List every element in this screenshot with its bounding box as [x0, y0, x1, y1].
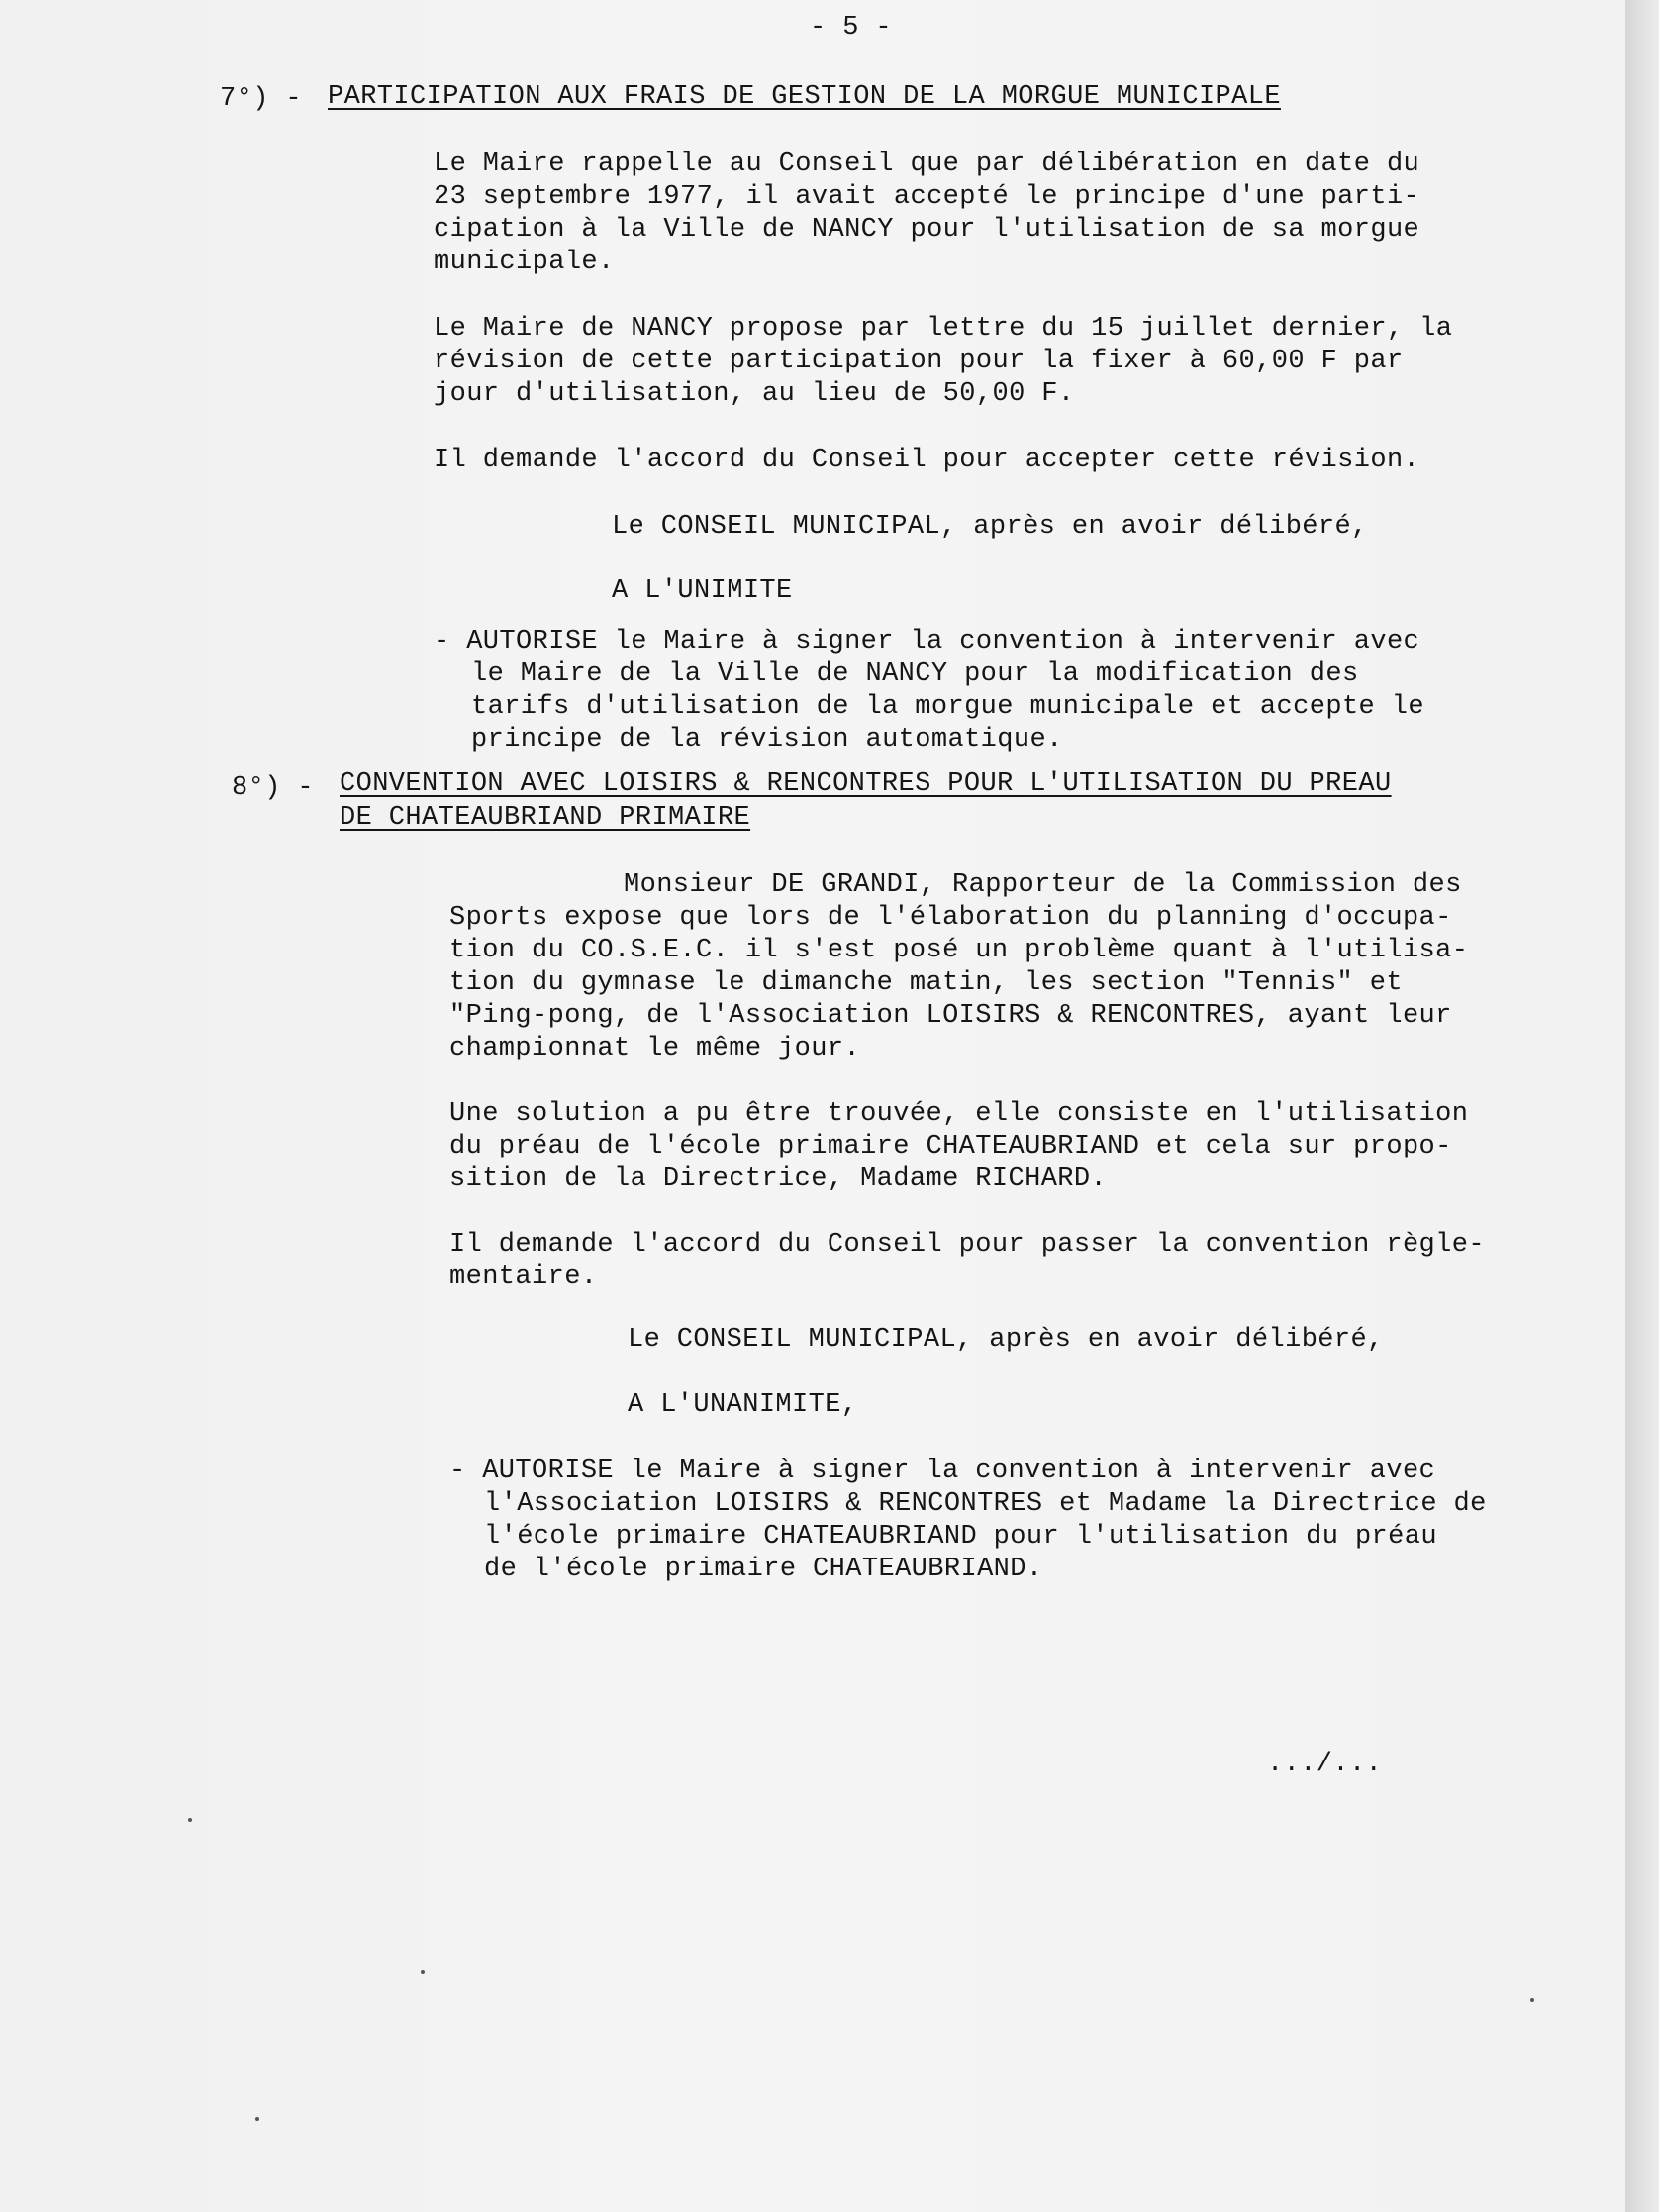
section-7-title: PARTICIPATION AUX FRAIS DE GESTION DE LA MORGUE MUNICIPALE: [328, 82, 1281, 112]
section-8-para2-line3: sition de la Directrice, Madame RICHARD.: [449, 1164, 1108, 1194]
section-8-number: 8°) -: [232, 773, 315, 803]
section-7-para2-line3: jour d'utilisation, au lieu de 50,00 F.: [434, 379, 1075, 409]
section-7-council: Le CONSEIL MUNICIPAL, après en avoir délibéré,: [612, 512, 1368, 542]
page-edge: [1625, 0, 1659, 2212]
section-7-decision-line2: le Maire de la Ville de NANCY pour la modification des: [471, 659, 1359, 689]
section-8-vote: A L'UNANIMITE,: [628, 1390, 858, 1420]
section-7-number: 7°) -: [220, 84, 303, 114]
section-8-para1-line6: championnat le même jour.: [449, 1034, 861, 1063]
scan-speck: [1530, 1998, 1534, 2002]
section-7-para3: Il demande l'accord du Conseil pour accepter cette révision.: [434, 446, 1420, 475]
section-7-para1-line2: 23 septembre 1977, il avait accepté le principe d'une parti-: [434, 182, 1420, 212]
section-8-para2-line2: du préau de l'école primaire CHATEAUBRIAND et cela sur propo-: [449, 1132, 1452, 1161]
section-8-title-line1: CONVENTION AVEC LOISIRS & RENCONTRES POUR L'UTILISATION DU PREAU: [340, 769, 1392, 799]
section-7-para2-line2: révision de cette participation pour la fixer à 60,00 F par: [434, 347, 1404, 376]
section-7-vote: A L'UNIMITE: [612, 576, 793, 606]
section-8-para1-line2: Sports expose que lors de l'élaboration du planning d'occupa-: [449, 903, 1452, 933]
section-8-para3-line1: Il demande l'accord du Conseil pour passer la convention règle-: [449, 1230, 1485, 1259]
section-8-para1-line5: "Ping-pong, de l'Association LOISIRS & RENCONTRES, ayant leur: [449, 1001, 1452, 1031]
scan-speck: [188, 1818, 192, 1822]
section-8-para1-line1: Monsieur DE GRANDI, Rapporteur de la Commission des: [624, 870, 1462, 900]
section-8-decision-line1: - AUTORISE le Maire à signer la convention à intervenir avec: [449, 1457, 1436, 1486]
section-7-para2-line1: Le Maire de NANCY propose par lettre du 15 juillet dernier, la: [434, 314, 1453, 344]
section-8-decision-line2: l'Association LOISIRS & RENCONTRES et Madame la Directrice de: [484, 1489, 1487, 1519]
scan-speck: [255, 2117, 259, 2121]
section-8-para1-line4: tion du gymnase le dimanche matin, les section "Tennis" et: [449, 968, 1403, 998]
section-8-title-line2: DE CHATEAUBRIAND PRIMAIRE: [340, 803, 751, 833]
scan-speck: [421, 1970, 425, 1974]
section-7-decision-line1: - AUTORISE le Maire à signer la convention à intervenir avec: [434, 627, 1420, 656]
section-8-council: Le CONSEIL MUNICIPAL, après en avoir délibéré,: [628, 1325, 1384, 1355]
section-8-decision-line4: de l'école primaire CHATEAUBRIAND.: [484, 1555, 1043, 1584]
section-7-decision-line4: principe de la révision automatique.: [471, 725, 1063, 754]
section-7-para1-line3: cipation à la Ville de NANCY pour l'utilisation de sa morgue: [434, 215, 1420, 245]
continuation-mark: .../...: [1267, 1750, 1383, 1779]
section-7-para1-line4: municipale.: [434, 248, 615, 277]
section-8-para1-line3: tion du CO.S.E.C. il s'est posé un problème quant à l'utilisa-: [449, 936, 1469, 965]
section-7-para1-line1: Le Maire rappelle au Conseil que par délibération en date du: [434, 150, 1420, 179]
section-8-para2-line1: Une solution a pu être trouvée, elle consiste en l'utilisation: [449, 1099, 1469, 1129]
section-7-decision-line3: tarifs d'utilisation de la morgue municipale et accepte le: [471, 692, 1424, 722]
section-8-decision-line3: l'école primaire CHATEAUBRIAND pour l'utilisation du préau: [484, 1522, 1437, 1552]
page-number: - 5 -: [810, 13, 893, 43]
section-8-para3-line2: mentaire.: [449, 1262, 598, 1292]
